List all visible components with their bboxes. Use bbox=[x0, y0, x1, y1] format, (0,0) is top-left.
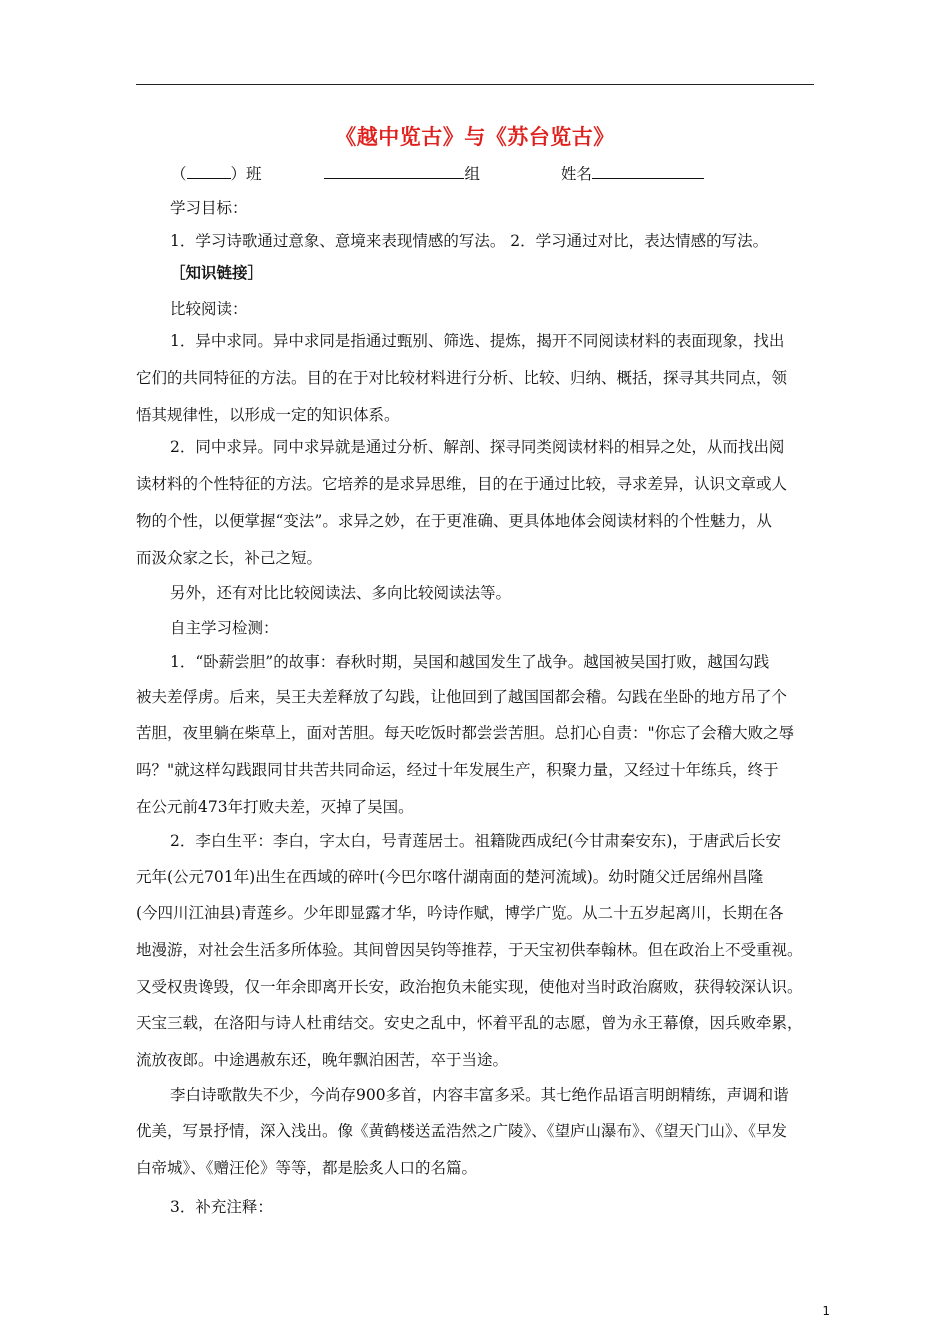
p1-line-1: 1．异中求同。异中求同是指通过甄别、筛选、提炼，揭开不同阅读材料的表面现象，找出 bbox=[170, 332, 785, 350]
q2b-line-1: 李白诗歌散失不少，今尚存900多首，内容丰富多采。其七绝作品语言明朗精练，声调和谐 bbox=[170, 1086, 789, 1104]
header-rule bbox=[136, 84, 814, 85]
page-title: 《越中览古》与《苏台览古》 bbox=[335, 124, 615, 149]
p2-line-2: 读材料的个性特征的方法。它培养的是求异思维，目的在于通过比较，寻求差异，认识文章或人 bbox=[136, 475, 788, 493]
p1-line-3: 悟其规律性，以形成一定的知识体系。 bbox=[136, 406, 400, 424]
q1-line-2: 被夫差俘虏。后来，吴王夫差释放了勾践，让他回到了越国国都会稽。勾践在坐卧的地方吊了个 bbox=[136, 688, 788, 706]
class-label: ）班 bbox=[230, 165, 262, 183]
q1-line-3: 苦胆，夜里躺在柴草上，面对苦胆。每天吃饭时都尝尝苦胆。总扪心自责："你忘了会稽大败之辱 bbox=[136, 724, 795, 742]
q2-line-2: 元年(公元701年)出生在西域的碎叶(今巴尔喀什湖南面的楚河流域)。幼时随父迁居绵州昌隆 bbox=[136, 868, 764, 886]
p1-line-2: 它们的共同特征的方法。目的在于对比较材料进行分析、比较、归纳、概括，探寻其共同点，领 bbox=[136, 369, 788, 387]
p2-line-3: 物的个性，以便掌握“变法”。求异之妙，在于更准确、更具体地体会阅读材料的个性魅力，从 bbox=[136, 512, 772, 530]
q2-line-5: 又受权贵谗毁，仅一年余即离开长安，政治抱负未能实现，使他对当时政治腐败，获得较深认识。 bbox=[136, 978, 803, 996]
compare-heading: 比较阅读： bbox=[170, 300, 248, 318]
goals-items: 1．学习诗歌通过意象、意境来表现情感的写法。 2．学习通过对比，表达情感的写法。 bbox=[170, 232, 769, 250]
q1-line-1: 1．“卧薪尝胆”的故事：春秋时期，吴国和越国发生了战争。越国被吴国打败，越国勾践 bbox=[170, 653, 770, 671]
p2-line-1: 2．同中求异。同中求异就是通过分析、解剖、探寻同类阅读材料的相异之处，从而找出阅 bbox=[170, 438, 785, 456]
q2-line-1: 2．李白生平：李白，字太白，号青莲居士。祖籍陇西成纪(今甘肃秦安东)，于唐武后长安 bbox=[170, 832, 781, 850]
q2-line-4: 地漫游，对社会生活多所体验。其间曾因吴钧等推荐，于天宝初供奉翰林。但在政治上不受重视。 bbox=[136, 941, 803, 959]
name-blank[interactable] bbox=[592, 162, 704, 179]
q2b-line-3: 白帝城》、《赠汪伦》等等，都是脍炙人口的名篇。 bbox=[136, 1159, 478, 1177]
q2-line-3: (今四川江油县)青莲乡。少年即显露才华，吟诗作赋，博学广览。从二十五岁起离川，长期在各 bbox=[136, 904, 784, 922]
class-blank[interactable] bbox=[187, 162, 231, 179]
other-methods: 另外，还有对比比较阅读法、多向比较阅读法等。 bbox=[170, 584, 512, 602]
group-label: 组 bbox=[464, 165, 480, 183]
q2-line-7: 流放夜郎。中途遇赦东还，晚年飘泊困苦，卒于当途。 bbox=[136, 1051, 509, 1069]
q2b-line-2: 优美，写景抒情，深入浅出。像《黄鹤楼送孟浩然之广陵》、《望庐山瀑布》、《望天门山》、《早发 bbox=[136, 1122, 788, 1140]
q1-line-5: 在公元前473年打败夫差，灭掉了吴国。 bbox=[136, 798, 414, 816]
q2-line-6: 天宝三载，在洛阳与诗人杜甫结交。安史之乱中，怀着平乱的志愿，曾为永王幕僚，因兵败牵累， bbox=[136, 1014, 803, 1032]
knowledge-heading: ［知识链接］ bbox=[170, 263, 264, 282]
q3-heading: 3．补充注释： bbox=[170, 1198, 273, 1216]
group-blank[interactable] bbox=[324, 162, 464, 179]
p2-line-4: 而汲众家之长，补己之短。 bbox=[136, 549, 323, 567]
name-label: 姓名 bbox=[560, 165, 592, 183]
q1-line-4: 吗？"就这样勾践跟同甘共苦共同命运，经过十年发展生产，积聚力量，又经过十年练兵，终于 bbox=[136, 761, 779, 779]
page-number: 1 bbox=[822, 1304, 830, 1318]
class-open: （ bbox=[171, 165, 187, 183]
goals-heading: 学习目标： bbox=[170, 199, 248, 217]
self-check-heading: 自主学习检测： bbox=[170, 619, 279, 637]
form-line bbox=[171, 162, 851, 185]
